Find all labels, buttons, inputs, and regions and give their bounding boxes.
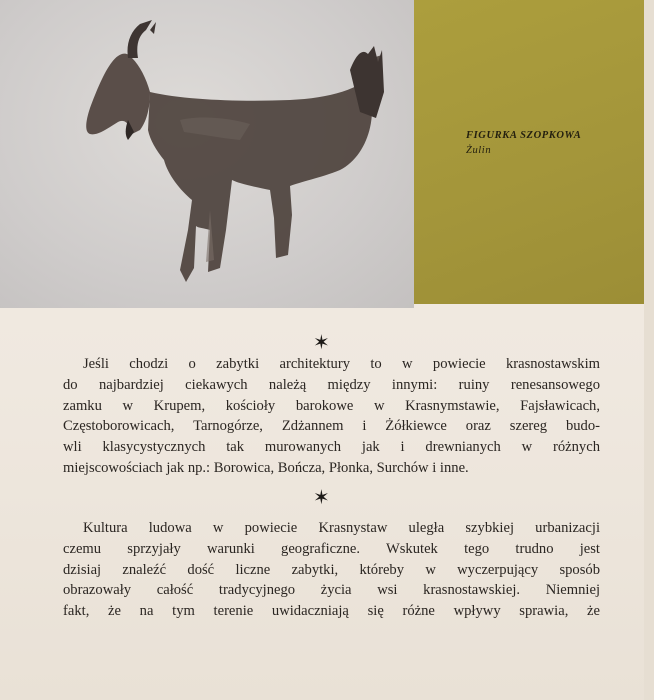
paragraph-architecture [63,354,600,479]
paragraph-line: czemu sprzyjały warunki geograficzne. Wskutek tego trudno jest [63,540,600,557]
figure-caption [466,128,581,158]
paragraph-line: obrazowały całość tradycyjnego życia wsi krasnostawskiej. Niemniej [63,582,600,599]
paragraph-line: wli klasycystycznych tak murowanych jak i drewnianych w różnych [63,439,600,456]
figurine-photo [0,0,414,308]
paragraph-line: Częstoborowicach, Tarnogórze, Zdżannem i Żółkiewce oraz szereg budo- [63,418,600,435]
paragraph-line: fakt, że na tym terenie uwidaczniają się różne wpływy sprawia, że [63,603,600,620]
separator-star-icon: ✶ [313,485,330,509]
caption-title: FIGURKA SZOPKOWA [466,130,582,141]
goat-figurine-image [0,0,414,308]
paragraph-line: zamku w Krupem, kościoły barokowe w Krasnymstawie, Fajsławicach, [63,397,600,414]
separator-star-icon: ✶ [313,330,330,354]
paragraph-line: dzisiaj znaleźć dość liczne zabytki, któreby w wyczerpujący sposób [63,561,600,578]
paragraph-line: Jeśli chodzi o zabytki architektury to w powiecie krasnostawskim [83,356,600,372]
paragraph-line: miejscowościach jak np.: Borowica, Bończa, Płonka, Surchów i inne. [63,459,469,476]
paragraph-folk-culture [63,518,600,622]
paragraph-line: do najbardziej ciekawych należą między innymi: ruiny renesansowego [63,376,600,393]
caption-place: Żulin [466,145,492,156]
page-edge [644,0,654,700]
paragraph-line: Kultura ludowa w powiecie Krasnystaw uległa szybkiej urbanizacji [83,520,600,536]
